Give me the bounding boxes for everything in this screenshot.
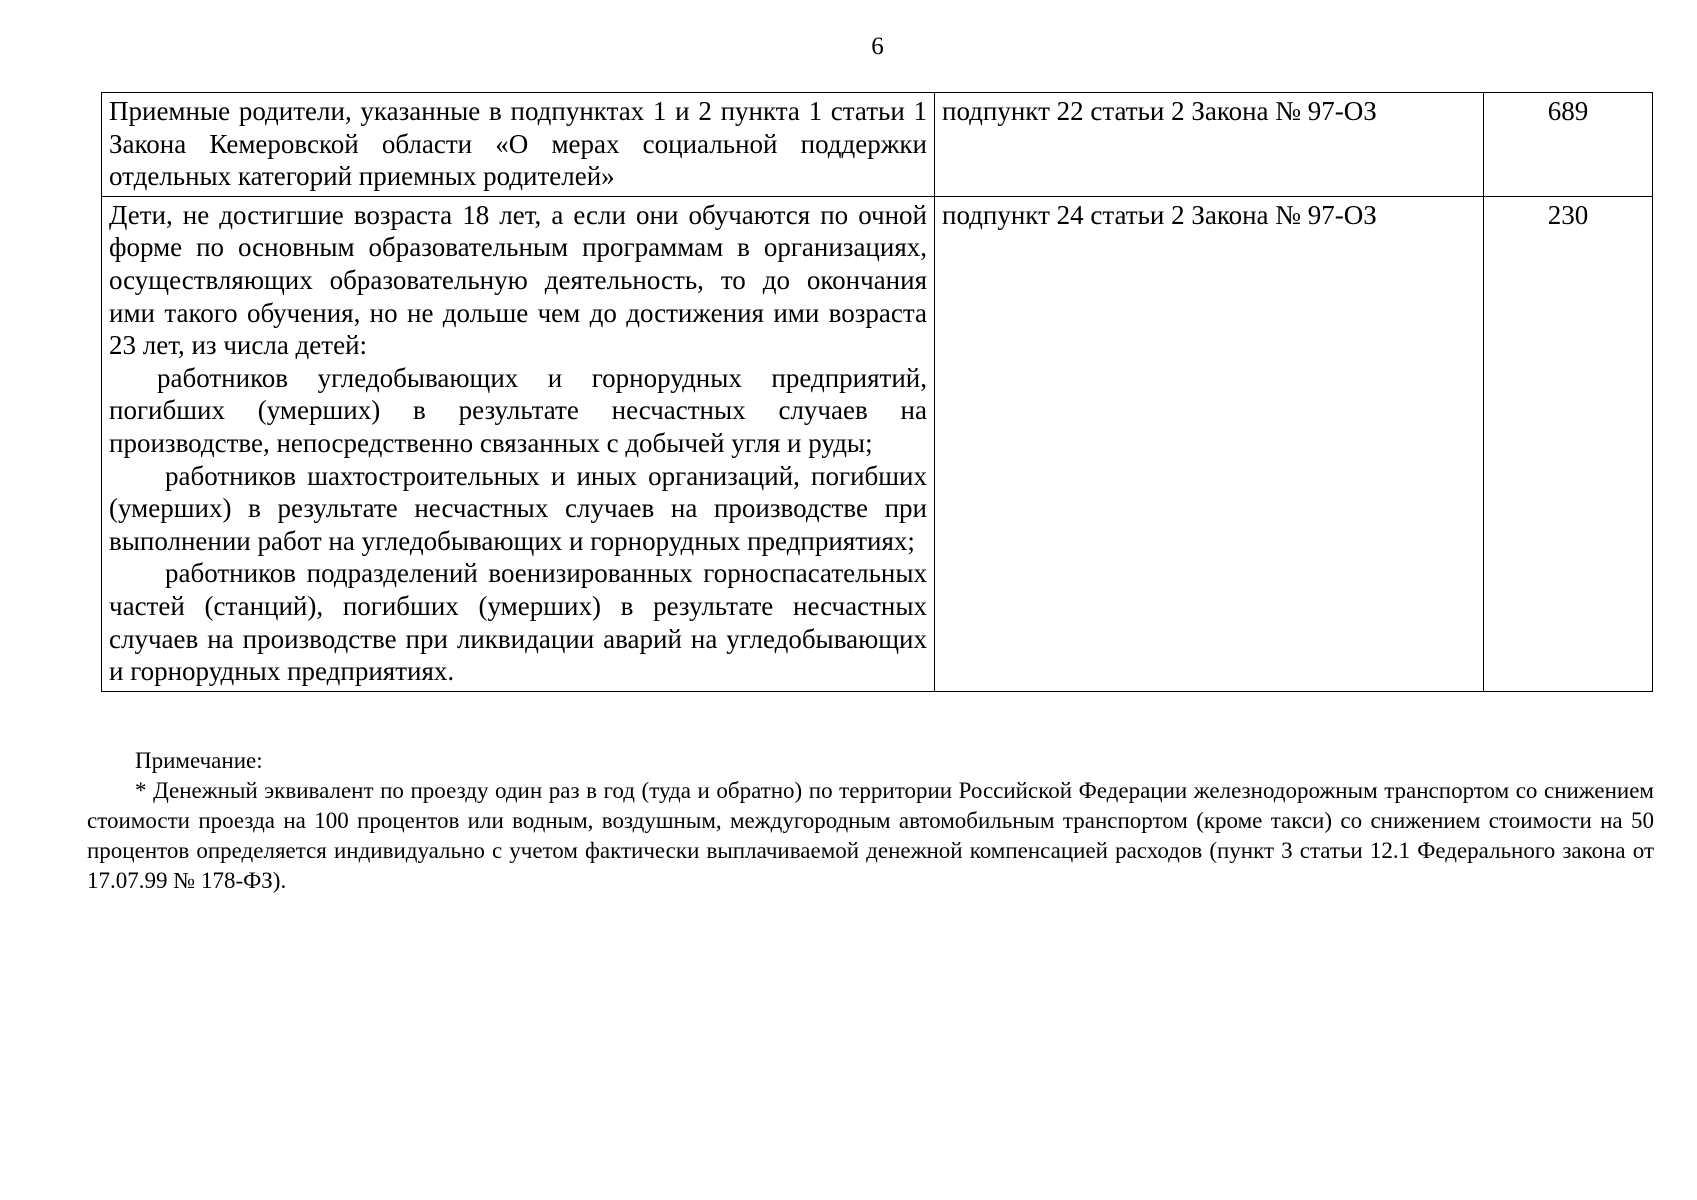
page-number: 6 bbox=[871, 33, 884, 60]
benefits-table bbox=[101, 92, 1653, 692]
amount-cell: 689 bbox=[1484, 93, 1653, 197]
legal-basis-cell: подпункт 22 статьи 2 Закона № 97-ОЗ bbox=[935, 93, 1484, 197]
table-row bbox=[102, 93, 1653, 197]
category-cell bbox=[102, 196, 935, 691]
note-title: Примечание: bbox=[135, 748, 263, 773]
category-subitem: работников шахтостроительных и иных организаций, погибших (умерших) в результате несчастных случаев на производстве при выполнении работ на угледобывающих и горнорудных предприятиях; bbox=[109, 460, 927, 556]
category-paragraph: Приемные родители, указанные в подпунктах 1 и 2 пункта 1 статьи 1 Закона Кемеровской области «О мерах социальной поддержки отдельных категорий приемных родителей» bbox=[109, 96, 927, 192]
category-paragraph: Дети, не достигшие возраста 18 лет, а если они обучаются по очной форме по основным образовательным программам в организациях, осуществляющих образовательную деятельность, то до окончания ими такого обучения, но не дольше чем до достижения ими возраста 23 лет, из числа детей: bbox=[109, 199, 927, 361]
note-text: * Денежный эквивалент по проезду один раз в год (туда и обратно) по территории Российской Федерации железнодорожным транспортом со снижением стоимости проезда на 100 процентов или водным, воздушным, междугородным автомобильным транспортом (кроме такси) со снижением стоимости на 50 процентов определяется индивидуально с учетом фактически выплачиваемой денежной компенсацией расходов (пункт 3 статьи 12.1 Федерального закона от 17.07.99 № 178-ФЗ). bbox=[87, 778, 1654, 893]
legal-basis-cell: подпункт 24 статьи 2 Закона № 97-ОЗ bbox=[935, 196, 1484, 691]
category-subitem: работников угледобывающих и горнорудных предприятий, погибших (умерших) в результате несчастных случаев на производстве, непосредственно связанных с добычей угля и руды; bbox=[109, 362, 927, 458]
category-subitem: работников подразделений военизированных горноспасательных частей (станций), погибших (умерших) в результате несчастных случаев на производстве при ликвидации аварий на угледобывающих и горнорудных предприятиях. bbox=[109, 558, 927, 687]
category-cell bbox=[102, 93, 935, 197]
table-row bbox=[102, 196, 1653, 691]
amount-cell: 230 bbox=[1484, 196, 1653, 691]
footnote bbox=[87, 746, 1654, 896]
